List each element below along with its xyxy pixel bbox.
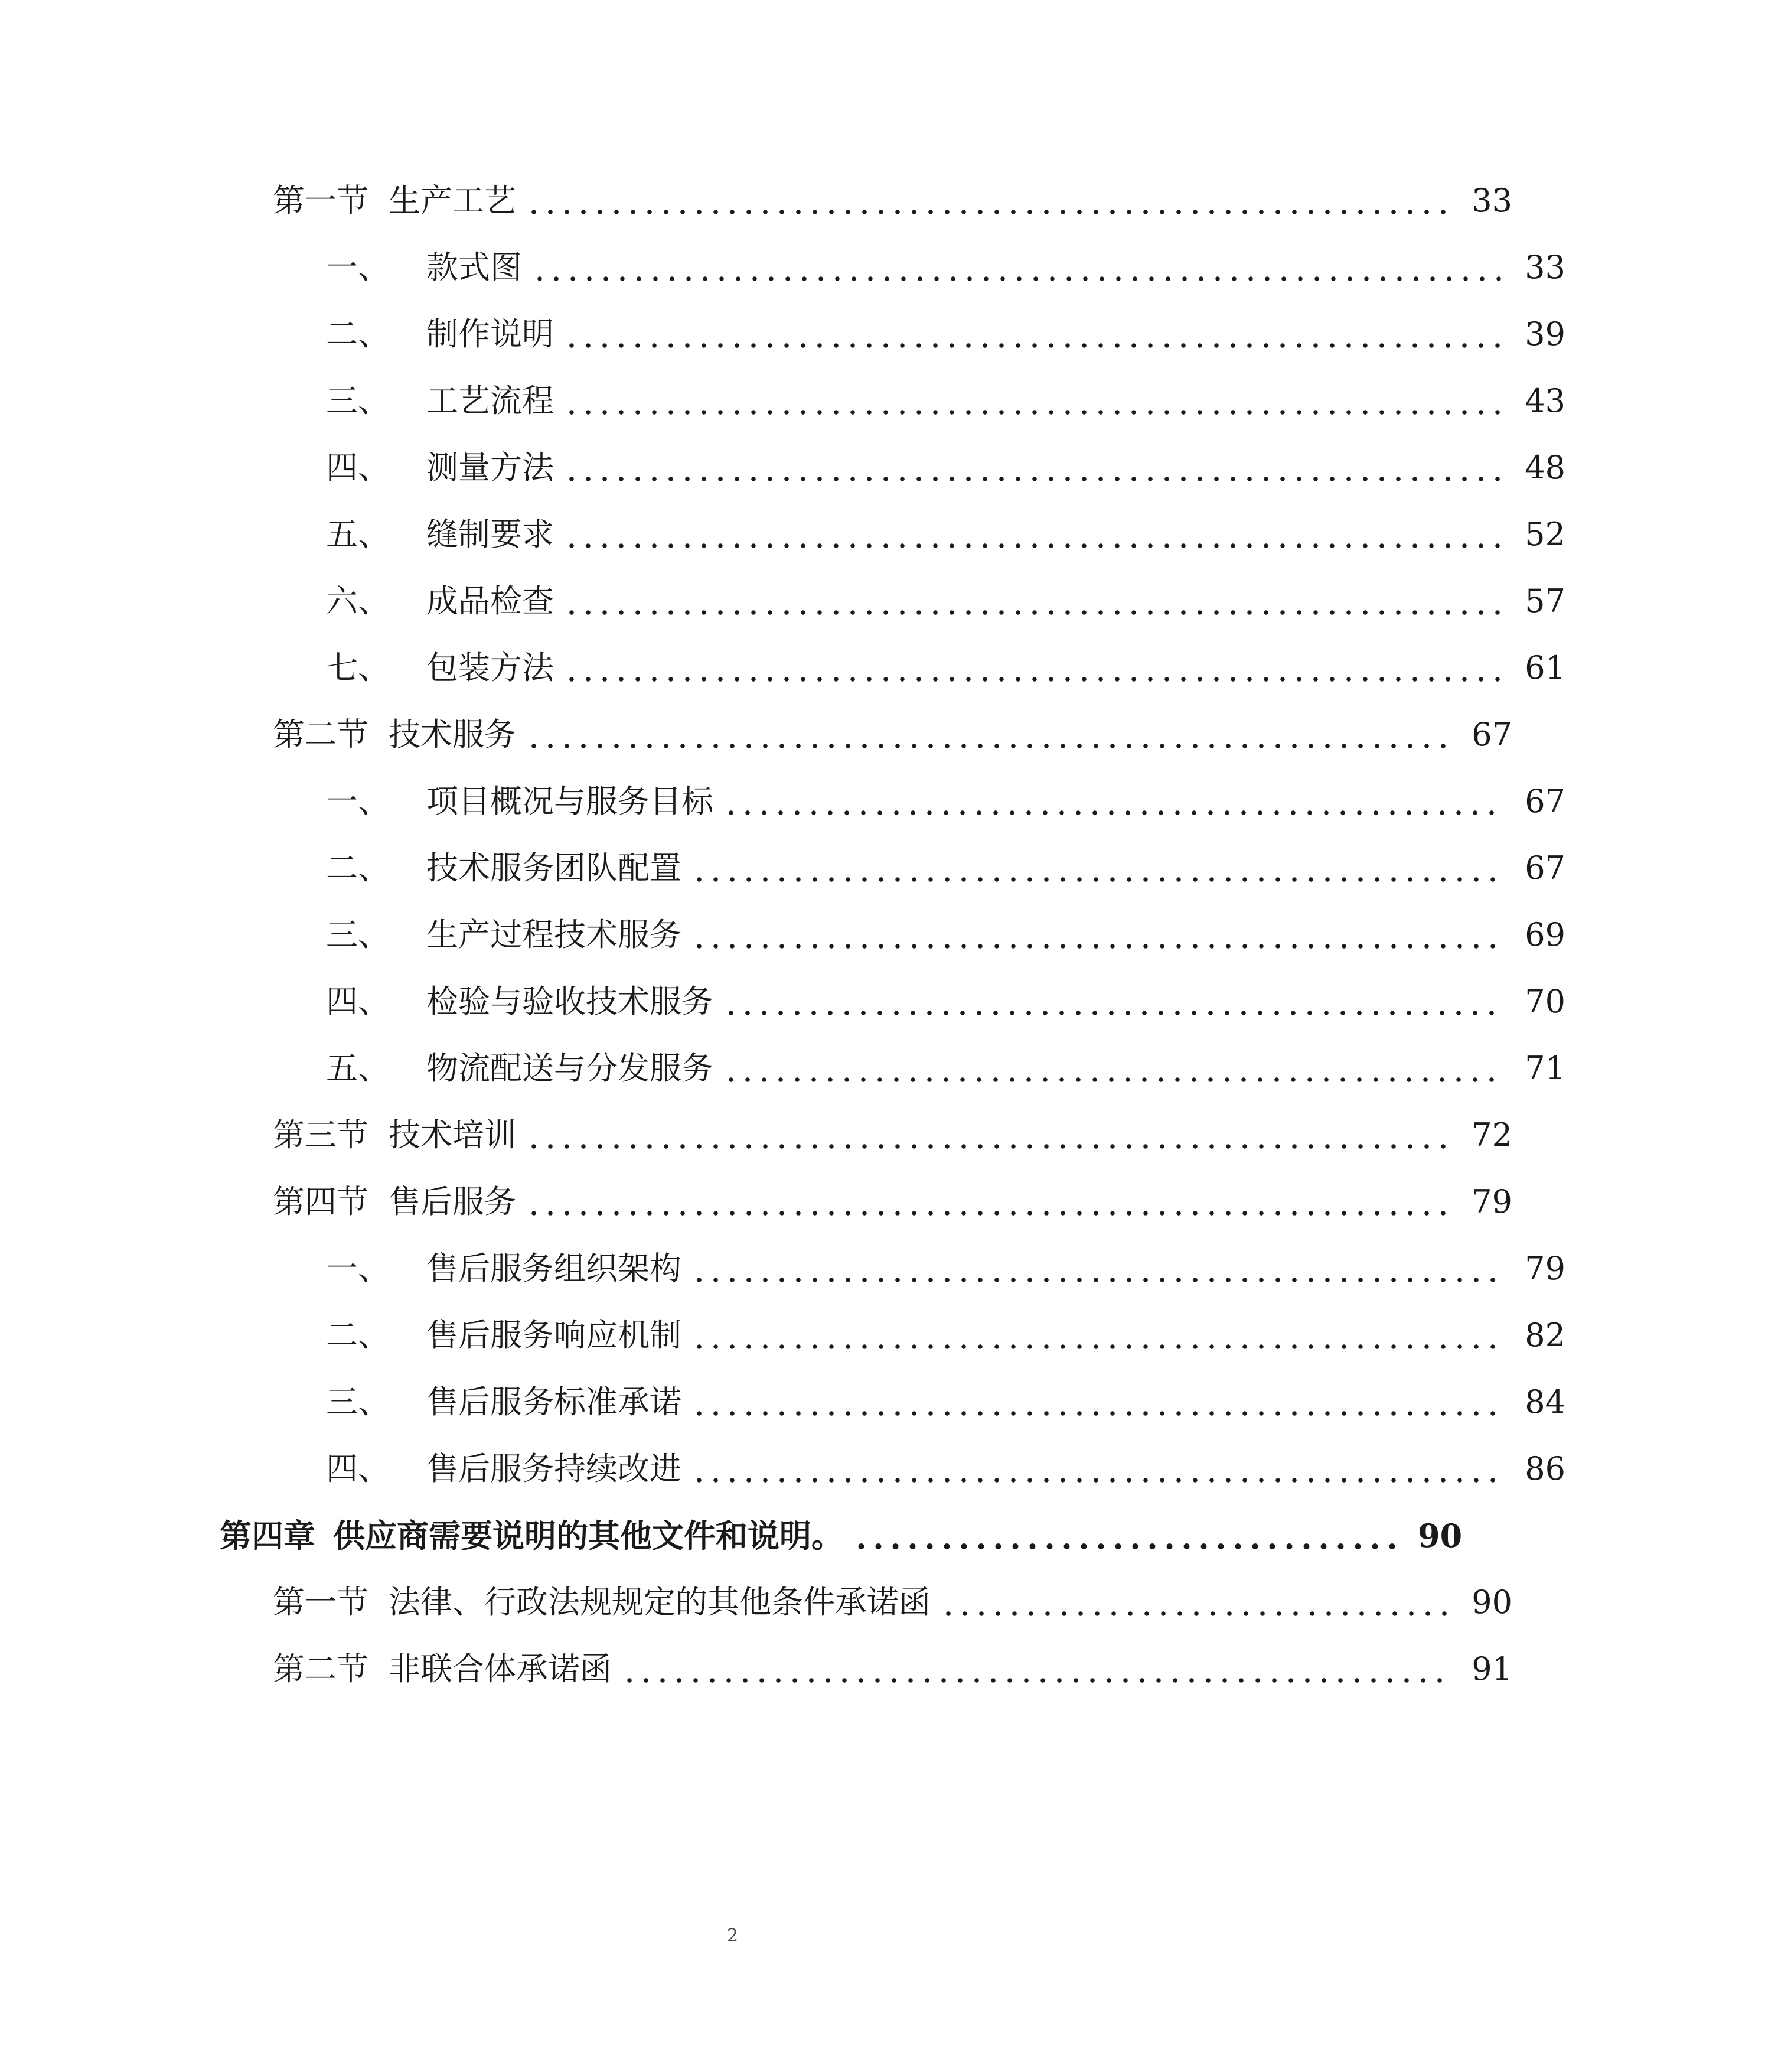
toc-entry-number: 第四章 [220, 1517, 315, 1555]
toc-entry-page: 67 [1525, 849, 1565, 887]
toc-entry[interactable] [0, 839, 1791, 898]
toc-entry-number: 七、 [326, 649, 390, 686]
dot-leader [526, 1106, 1453, 1165]
toc-entry-title: 检验与验收技术服务 [426, 983, 713, 1020]
toc-entry-number: 二、 [326, 315, 390, 353]
toc-entry-page: 91 [1472, 1650, 1512, 1687]
toc-entry-title: 售后服务响应机制 [426, 1317, 681, 1354]
toc-entry-title: 供应商需要说明的其他文件和说明。 [333, 1517, 843, 1555]
toc-entry-page: 84 [1525, 1383, 1565, 1421]
toc-entry[interactable] [0, 372, 1791, 431]
toc-entry[interactable] [0, 772, 1791, 831]
dot-leader [526, 171, 1453, 230]
toc-entry-title: 测量方法 [426, 449, 554, 486]
toc-entry-number: 第四节 [273, 1183, 368, 1220]
toc-entry-page: 33 [1472, 182, 1512, 219]
dot-leader [691, 839, 1506, 898]
toc-entry-title: 款式图 [426, 249, 522, 286]
toc-entry-page: 82 [1525, 1317, 1565, 1354]
toc-entry[interactable] [0, 1506, 1685, 1565]
toc-entry-page: 79 [1472, 1183, 1512, 1220]
toc-entry[interactable] [0, 1306, 1791, 1365]
toc-entry[interactable] [0, 705, 1738, 764]
dot-leader [691, 1373, 1506, 1432]
toc-entry-title: 售后服务持续改进 [426, 1450, 681, 1487]
toc-entry-page: 61 [1525, 649, 1565, 686]
dot-leader [691, 1439, 1506, 1498]
toc-entry[interactable] [0, 638, 1791, 698]
toc-entry-page: 57 [1525, 582, 1565, 620]
toc-entry-number: 第二节 [273, 1650, 368, 1687]
toc-entry-number: 第二节 [273, 716, 368, 753]
dot-leader [723, 972, 1506, 1031]
toc-entry-number: 四、 [326, 449, 390, 486]
toc-entry-page: 67 [1472, 716, 1512, 753]
page-number: 2 [726, 1926, 739, 1946]
toc-entry-page: 39 [1525, 315, 1565, 353]
toc-entry[interactable] [0, 1039, 1791, 1098]
toc-entry-title: 工艺流程 [426, 382, 554, 419]
toc-entry[interactable] [0, 972, 1791, 1031]
toc-entry[interactable] [0, 1373, 1791, 1432]
toc-entry-title: 包装方法 [426, 649, 554, 686]
toc-entry-title: 成品检查 [426, 582, 554, 620]
toc-entry-number: 四、 [326, 983, 390, 1020]
dot-leader [691, 905, 1506, 965]
toc-entry-page: 69 [1525, 916, 1565, 953]
toc-entry-page: 72 [1472, 1116, 1512, 1154]
toc-entry-page: 79 [1525, 1250, 1565, 1287]
toc-entry[interactable] [0, 305, 1791, 364]
toc-entry-title: 生产工艺 [389, 182, 516, 219]
toc-entry-page: 48 [1525, 449, 1565, 486]
toc-entry-title: 售后服务标准承诺 [426, 1383, 681, 1421]
dot-leader [563, 438, 1506, 497]
toc-entry[interactable] [0, 1239, 1791, 1298]
dot-leader [853, 1506, 1400, 1565]
dot-leader [563, 505, 1506, 564]
toc-entry-title: 项目概况与服务目标 [426, 783, 713, 820]
toc-entry-page: 90 [1418, 1517, 1463, 1555]
dot-leader [563, 372, 1506, 431]
toc-entry-title: 技术服务 [389, 716, 516, 753]
toc-entry-number: 四、 [326, 1450, 390, 1487]
dot-leader [531, 238, 1506, 297]
toc-entry[interactable] [0, 1573, 1738, 1632]
toc-entry[interactable] [0, 572, 1791, 631]
dot-leader [563, 572, 1506, 631]
toc-entry-number: 第三节 [273, 1116, 368, 1154]
toc-entry-number: 二、 [326, 1317, 390, 1354]
toc-entry-page: 90 [1472, 1584, 1512, 1621]
toc-entry-page: 70 [1525, 983, 1565, 1020]
dot-leader [691, 1306, 1506, 1365]
toc-entry-page: 33 [1525, 249, 1565, 286]
toc-entry-number: 五、 [326, 1050, 390, 1087]
toc-entry-title: 缝制要求 [426, 516, 554, 553]
toc-entry-title: 制作说明 [426, 315, 554, 353]
toc-entry[interactable] [0, 1640, 1738, 1699]
dot-leader [526, 1172, 1453, 1232]
toc-entry-number: 五、 [326, 516, 390, 553]
toc-entry-title: 售后服务组织架构 [426, 1250, 681, 1287]
toc-entry[interactable] [0, 505, 1791, 564]
toc-entry[interactable] [0, 1106, 1738, 1165]
toc-entry-number: 第一节 [273, 182, 368, 219]
toc-entry-number: 第一节 [273, 1584, 368, 1621]
toc-entry-number: 三、 [326, 916, 390, 953]
dot-leader [526, 705, 1453, 764]
toc-entry-page: 86 [1525, 1450, 1565, 1487]
toc-entry[interactable] [0, 171, 1738, 230]
dot-leader [621, 1640, 1453, 1699]
toc-entry-number: 一、 [326, 783, 390, 820]
toc-entry[interactable] [0, 438, 1791, 497]
toc-entry-page: 43 [1525, 382, 1565, 419]
toc-entry-page: 71 [1525, 1050, 1565, 1087]
dot-leader [723, 1039, 1506, 1098]
toc-entry-number: 六、 [326, 582, 390, 620]
toc-entry-number: 一、 [326, 249, 390, 286]
toc-entry-number: 一、 [326, 1250, 390, 1287]
toc-entry-page: 67 [1525, 783, 1565, 820]
toc-entry-number: 三、 [326, 1383, 390, 1421]
toc-entry[interactable] [0, 238, 1791, 297]
toc-entry[interactable] [0, 1439, 1791, 1498]
toc-entry-page: 52 [1525, 516, 1565, 553]
toc-entry[interactable] [0, 905, 1791, 965]
dot-leader [563, 305, 1506, 364]
dot-leader [723, 772, 1506, 831]
toc-entry[interactable] [0, 1172, 1738, 1232]
toc-entry-number: 二、 [326, 849, 390, 887]
toc-entry-title: 技术培训 [389, 1116, 516, 1154]
dot-leader [691, 1239, 1506, 1298]
toc-entry-title: 非联合体承诺函 [389, 1650, 612, 1687]
dot-leader [563, 638, 1506, 698]
toc-entry-title: 售后服务 [389, 1183, 516, 1220]
toc-entry-title: 生产过程技术服务 [426, 916, 681, 953]
toc-entry-number: 三、 [326, 382, 390, 419]
toc-entry-title: 技术服务团队配置 [426, 849, 681, 887]
toc-entry-title: 物流配送与分发服务 [426, 1050, 713, 1087]
dot-leader [940, 1573, 1453, 1632]
toc-entry-title: 法律、行政法规规定的其他条件承诺函 [389, 1584, 931, 1621]
